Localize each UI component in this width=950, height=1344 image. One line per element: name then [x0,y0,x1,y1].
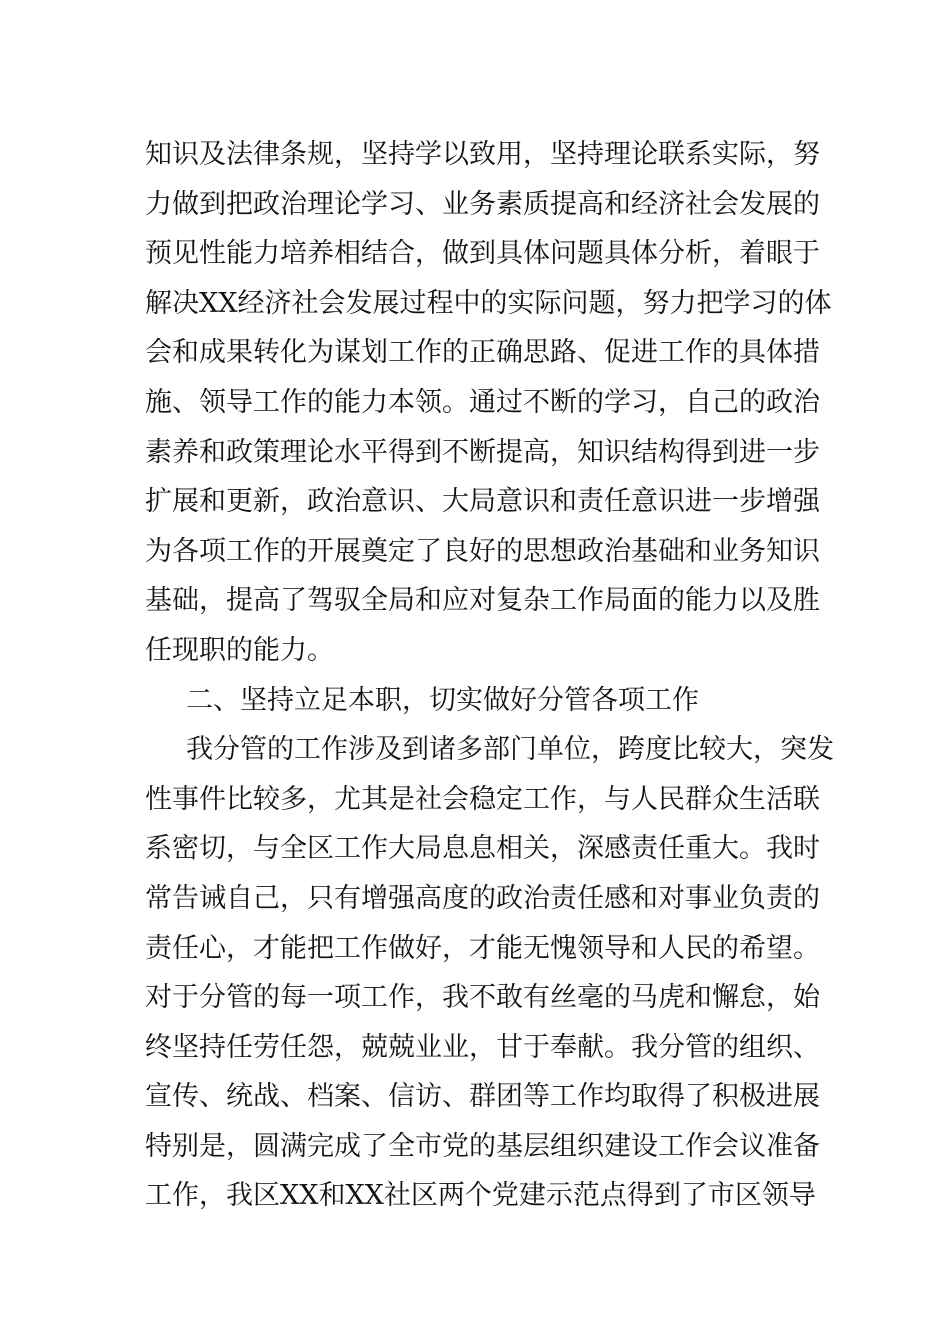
text-line: 我分管的工作涉及到诸多部门单位，跨度比较大，突发 [186,734,834,766]
text-line: 施、领导工作的能力本领。通过不断的学习，自己的政治 [145,386,820,418]
document-body [145,130,834,1221]
text-line: 解决XX经济社会发展过程中的实际问题，努力把学习的体 [145,287,832,319]
section-heading: 二、坚持立足本职，切实做好分管各项工作 [186,684,699,716]
text-line: 预见性能力培养相结合，做到具体问题具体分析，着眼于 [145,238,820,270]
text-line: 责任心，才能把工作做好，才能无愧领导和人民的希望。 [145,932,820,964]
text-line: 素养和政策理论水平得到不断提高，知识结构得到进一步 [145,436,820,468]
text-line: 对于分管的每一项工作，我不敢有丝毫的马虎和懈怠，始 [145,982,820,1014]
text-line: 为各项工作的开展奠定了良好的思想政治基础和业务知识 [145,535,820,567]
text-line: 基础，提高了驾驭全局和应对复杂工作局面的能力以及胜 [145,585,820,617]
text-line: 宣传、统战、档案、信访、群团等工作均取得了积极进展 [145,1081,820,1113]
text-line: 力做到把政治理论学习、业务素质提高和经济社会发展的 [145,188,820,220]
paragraph-end-line: 任现职的能力。 [145,634,334,666]
text-line: 特别是，圆满完成了全市党的基层组织建设工作会议准备 [145,1130,820,1162]
text-line: 终坚持任劳任怨，兢兢业业，甘于奉献。我分管的组织、 [145,1031,820,1063]
text-line: 系密切，与全区工作大局息息相关，深感责任重大。我时 [145,833,820,865]
text-line: 性事件比较多，尤其是社会稳定工作，与人民群众生活联 [145,783,820,815]
text-line: 会和成果转化为谋划工作的正确思路、促进工作的具体措 [145,337,820,369]
text-line: 常告诫自己，只有增强高度的政治责任感和对事业负责的 [145,882,820,914]
text-line: 扩展和更新，政治意识、大局意识和责任意识进一步增强 [145,486,820,518]
text-line: 知识及法律条规，坚持学以致用，坚持理论联系实际，努 [145,139,820,170]
text-line: 工作，我区XX和XX社区两个党建示范点得到了市区领导 [145,1180,816,1212]
